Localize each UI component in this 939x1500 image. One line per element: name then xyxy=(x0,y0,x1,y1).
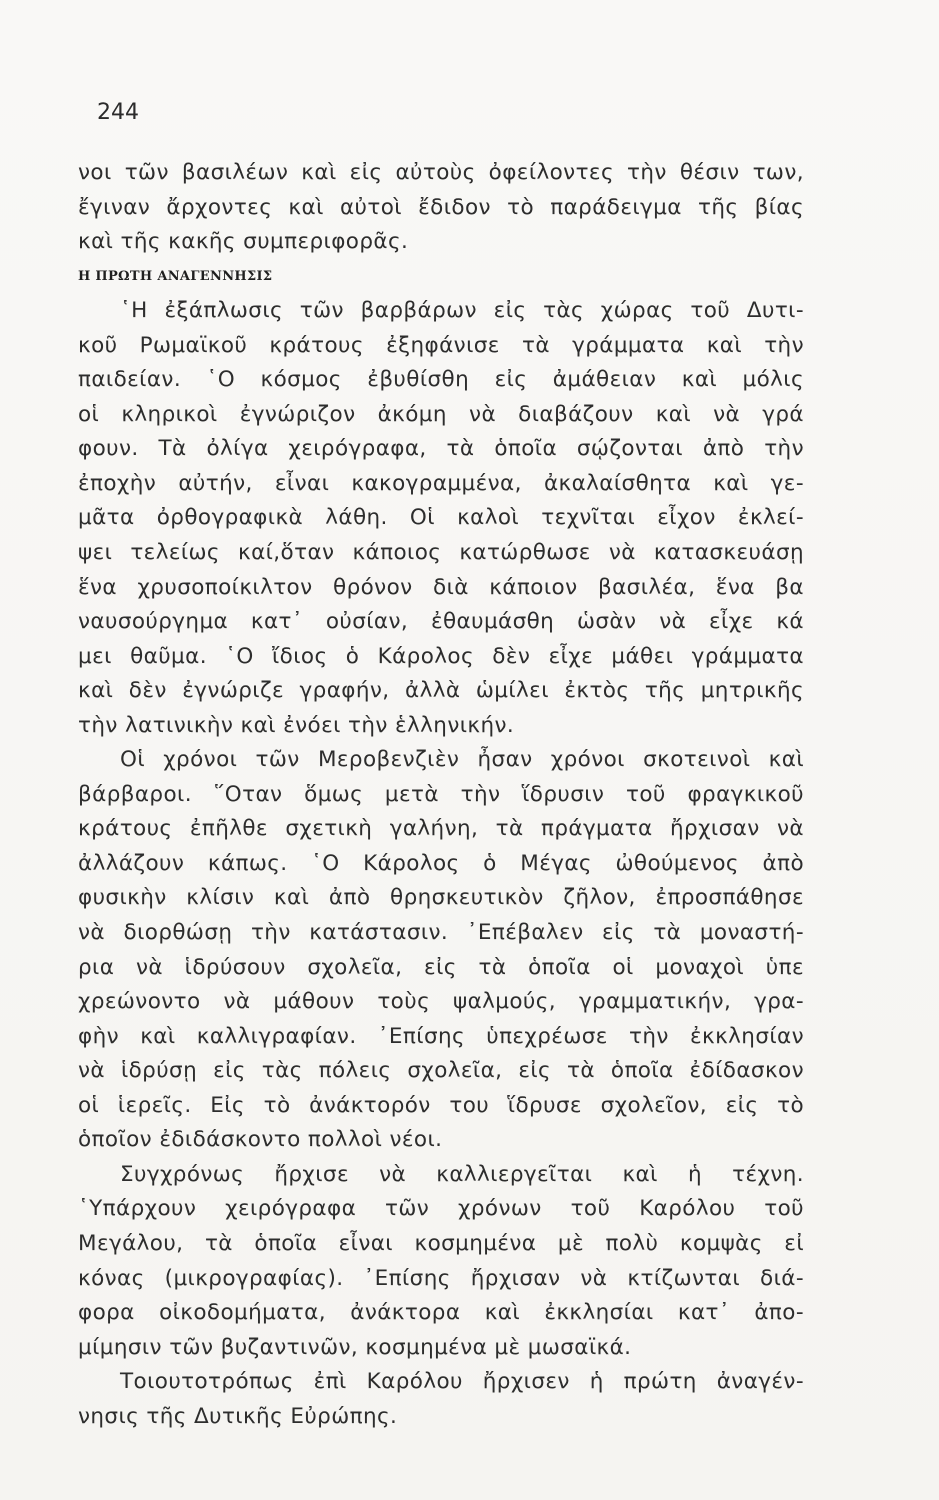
text-line: μᾶτα ὀρθογραφικὰ λάθη. Οἱ καλοὶ τεχνῖται εἶχον ἐκλεί- xyxy=(78,505,804,531)
text-line: χρεώνοντο νὰ μάθουν τοὺς ψαλμούς, γραμματικήν, γρα- xyxy=(78,989,804,1015)
text-line: νὰ ἱδρύσῃ εἰς τὰς πόλεις σχολεῖα, εἰς τὰ ὁποῖα ἐδίδασκον xyxy=(78,1058,804,1084)
text-line: Συγχρόνως ἤρχισε νὰ καλλιεργεῖται καὶ ἡ τέχνη. xyxy=(120,1161,804,1187)
section-heading: Η ΠΡΩΤΗ ΑΝΑΓΕΝΝΗΣΙΣ xyxy=(78,268,273,284)
text-line: ῾Υπάρχουν χειρόγραφα τῶν χρόνων τοῦ Καρόλου τοῦ xyxy=(78,1196,804,1222)
text-line: ὁποῖον ἐδιδάσκοντο πολλοὶ νέοι. xyxy=(78,1127,443,1153)
text-line: Μεγάλου, τὰ ὁποῖα εἶναι κοσμημένα μὲ πολὺ κομψὰς εἰ xyxy=(78,1230,804,1256)
text-line: ἕνα χρυσοποίκιλτον θρόνον διὰ κάποιον βασιλέα, ἕνα βα xyxy=(78,574,804,600)
text-line: καὶ τῆς κακῆς συμπεριφορᾶς. xyxy=(78,229,409,255)
text-line: νοι τῶν βασιλέων καὶ εἰς αὐτοὺς ὀφείλοντες τὴν θέσιν των, xyxy=(78,160,804,185)
text-line: κόνας (μικρογραφίας). ᾿Επίσης ἤρχισαν νὰ κτίζωνται διά- xyxy=(78,1265,804,1291)
text-line: παιδείαν. ῾Ο κόσμος ἐβυθίσθη εἰς ἀμάθειαν καὶ μόλις xyxy=(78,367,804,393)
text-line: φουν. Τὰ ὀλίγα χειρόγραφα, τὰ ὁποῖα σῴζονται ἀπὸ τὴν xyxy=(78,436,804,462)
page-number: 244 xyxy=(97,100,139,125)
text-line: Τοιουτοτρόπως ἐπὶ Καρόλου ἤρχισεν ἡ πρώτη ἀναγέν- xyxy=(120,1369,804,1395)
text-line: οἱ ἱερεῖς. Εἰς τὸ ἀνάκτορόν του ἵδρυσε σχολεῖον, εἰς τὸ xyxy=(78,1092,804,1118)
text-line: κράτους ἐπῆλθε σχετικὴ γαλήνη, τὰ πράγματα ἤρχισαν νὰ xyxy=(78,816,804,842)
text-line: ναυσούργημα κατ᾽ οὐσίαν, ἐθαυμάσθη ὡσὰν νὰ εἶχε κά xyxy=(78,609,804,635)
text-line: μει θαῦμα. ῾Ο ἴδιος ὁ Κάρολος δὲν εἶχε μάθει γράμματα xyxy=(78,643,804,669)
text-line: νησις τῆς Δυτικῆς Εὐρώπης. xyxy=(78,1403,398,1429)
text-line: Οἱ χρόνοι τῶν Μεροβενζιὲν ἦσαν χρόνοι σκοτεινοὶ καὶ xyxy=(120,747,804,773)
text-line: ἀλλάζουν κάπως. ῾Ο Κάρολος ὁ Μέγας ὠθούμενος ἀπὸ xyxy=(78,850,804,876)
text-line: τὴν λατινικὴν καὶ ἐνόει τὴν ἑλληνικήν. xyxy=(78,712,515,738)
text-line: ῾Η ἐξάπλωσις τῶν βαρβάρων εἰς τὰς χώρας τοῦ Δυτι- xyxy=(120,298,804,324)
text-line: ἐποχὴν αὐτήν, εἶναι κακογραμμένα, ἀκαλαίσθητα καὶ γε- xyxy=(78,470,804,496)
text-line: φυσικὴν κλίσιν καὶ ἀπὸ θρησκευτικὸν ζῆλον, ἐπροσπάθησε xyxy=(78,885,804,911)
text-line: φορα οἰκοδομήματα, ἀνάκτορα καὶ ἐκκλησίαι κατ᾽ ἀπο- xyxy=(78,1300,804,1326)
body-text xyxy=(78,156,804,1434)
text-line: κοῦ Ρωμαϊκοῦ κράτους ἐξηφάνισε τὰ γράμματα καὶ τὴν xyxy=(78,332,804,358)
text-line: ἔγιναν ἄρχοντες καὶ αὐτοὶ ἔδιδον τὸ παράδειγμα τῆς βίας xyxy=(78,194,804,220)
text-line: νὰ διορθώσῃ τὴν κατάστασιν. ᾿Επέβαλεν εἰς τὰ μοναστή- xyxy=(78,920,804,946)
text-line: οἱ κληρικοὶ ἐγνώριζον ἀκόμη νὰ διαβάζουν καὶ νὰ γρά xyxy=(78,401,804,427)
text-line: καὶ δὲν ἐγνώριζε γραφήν, ἀλλὰ ὡμίλει ἐκτὸς τῆς μητρικῆς xyxy=(78,678,804,704)
text-line: ρια νὰ ἱδρύσουν σχολεῖα, εἰς τὰ ὁποῖα οἱ μοναχοὶ ὑπε xyxy=(78,954,804,980)
text-line: φὴν καὶ καλλιγραφίαν. ᾿Επίσης ὑπεχρέωσε τὴν ἐκκλησίαν xyxy=(78,1023,804,1049)
text-line: μίμησιν τῶν βυζαντινῶν, κοσμημένα μὲ μωσαϊκά. xyxy=(78,1334,632,1360)
text-line: βάρβαροι. ῞Οταν ὅμως μετὰ τὴν ἵδρυσιν τοῦ φραγκικοῦ xyxy=(78,781,804,807)
text-line: ψει τελείως καί,ὅταν κάποιος κατώρθωσε νὰ κατασκευάσῃ xyxy=(78,540,804,566)
